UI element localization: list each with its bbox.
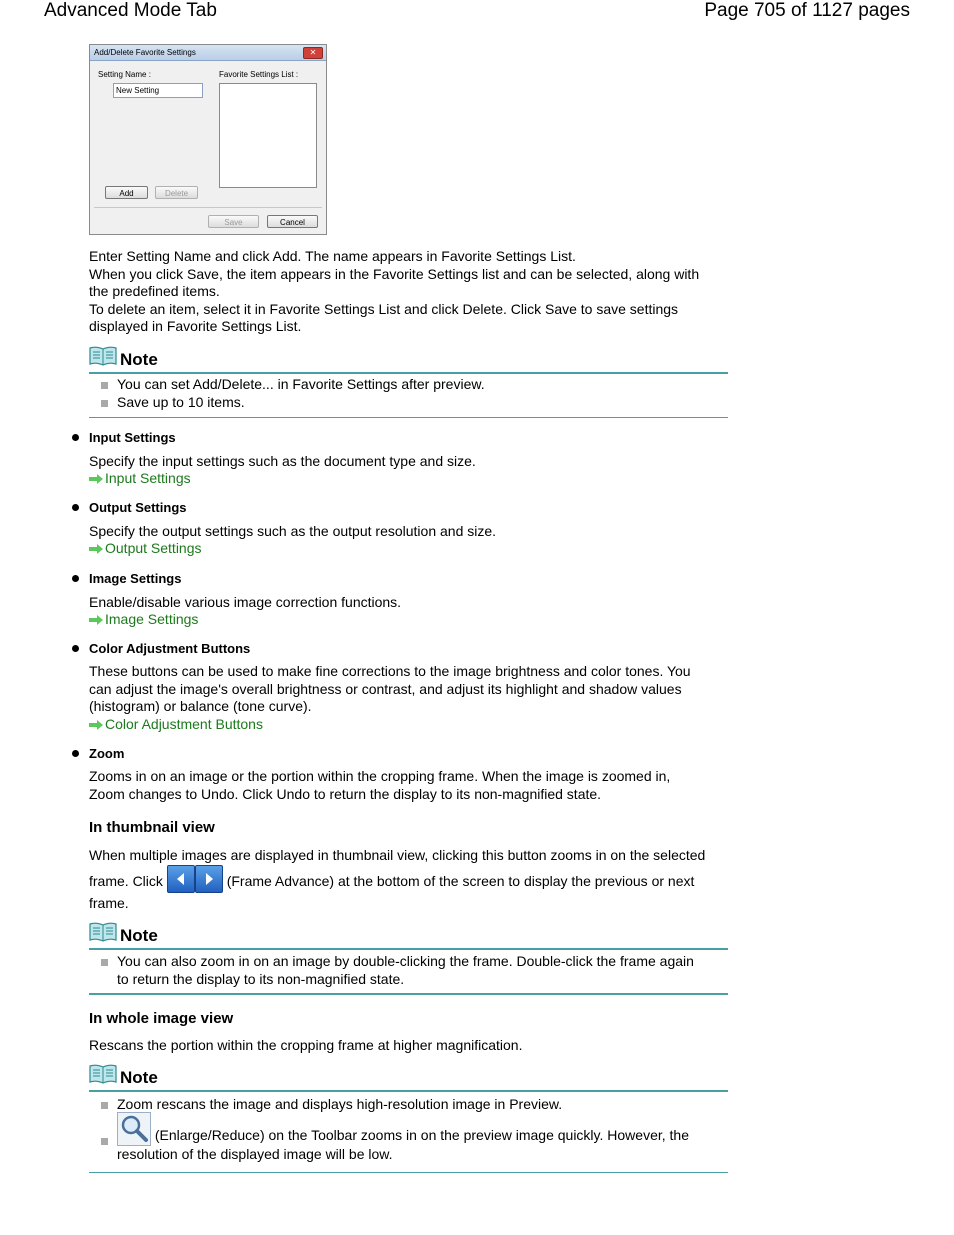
favorite-settings-list[interactable] xyxy=(219,83,317,188)
dialog-divider xyxy=(94,207,322,208)
note-book-icon xyxy=(89,922,117,942)
section-heading: Output Settings xyxy=(89,500,187,515)
note-item: You can set Add/Delete... in Favorite Settings after preview. xyxy=(117,376,485,392)
note-header xyxy=(89,1064,728,1092)
thumbnail-line xyxy=(89,865,749,893)
intro-line: Enter Setting Name and click Add. The name appears in Favorite Settings List. xyxy=(89,248,576,264)
intro-line: When you click Save, the item appears in the Favorite Settings list and can be selected, along with xyxy=(89,265,700,282)
link-input-settings[interactable] xyxy=(89,470,191,486)
note-line: You can also zoom in on an image by double-clicking the frame. Double-click the frame again xyxy=(117,953,694,969)
section-text: Enable/disable various image correction functions. xyxy=(89,594,402,610)
link-text: Output Settings xyxy=(105,540,202,556)
square-bullet xyxy=(101,1138,108,1145)
link-output-settings[interactable] xyxy=(89,540,202,556)
square-bullet xyxy=(101,1102,108,1109)
note-item: Save up to 10 items. xyxy=(117,394,245,410)
bullet xyxy=(72,575,79,582)
bullet xyxy=(72,750,79,757)
note-label: Note xyxy=(120,1068,158,1087)
intro-line: the predefined items. xyxy=(89,283,220,299)
section-line: These buttons can be used to make fine corrections to the image brightness and color tones. You xyxy=(89,663,691,679)
section-line: (histogram) or balance (tone curve). xyxy=(89,698,312,714)
whole-line: Rescans the portion within the cropping frame at higher magnification. xyxy=(89,1037,523,1053)
link-arrow-icon xyxy=(89,474,103,484)
intro-text xyxy=(89,248,729,336)
section-heading: Input Settings xyxy=(89,430,176,445)
link-arrow-icon xyxy=(89,615,103,625)
cancel-button[interactable]: Cancel xyxy=(267,215,318,228)
link-text: Input Settings xyxy=(105,470,191,486)
note-end-rule xyxy=(89,1172,728,1173)
thumbnail-line: frame. xyxy=(89,895,129,911)
note-line: to return the display to its non-magnified state. xyxy=(117,970,405,987)
setting-name-input[interactable]: New Setting xyxy=(113,83,203,98)
save-button[interactable]: Save xyxy=(208,215,259,228)
note-header xyxy=(89,922,728,950)
section-heading: Image Settings xyxy=(89,571,182,586)
add-delete-favorite-dialog xyxy=(89,44,327,235)
section-text: Specify the output settings such as the output resolution and size. xyxy=(89,523,497,539)
bullet xyxy=(72,504,79,511)
note-label: Note xyxy=(120,926,158,945)
dialog-title: Add/Delete Favorite Settings xyxy=(94,48,196,57)
note-line: resolution of the displayed image will be low. xyxy=(117,1146,393,1162)
section-heading: Zoom xyxy=(89,746,125,761)
note-item xyxy=(117,953,717,988)
note-book-icon xyxy=(89,1064,117,1084)
section-text xyxy=(89,768,729,803)
enlarge-reduce-icon xyxy=(117,1112,151,1146)
intro-line: displayed in Favorite Settings List. xyxy=(89,318,302,334)
subheading-thumbnail: In thumbnail view xyxy=(89,819,215,836)
link-text: Image Settings xyxy=(105,611,199,627)
square-bullet xyxy=(101,400,108,407)
subheading-whole: In whole image view xyxy=(89,1010,234,1027)
intro-line: To delete an item, select it in Favorite Settings List and click Delete. Click Save to save settings xyxy=(89,300,679,317)
bullet xyxy=(72,645,79,652)
section-line: Zoom changes to Undo. Click Undo to return the display to its non-magnified state. xyxy=(89,785,602,802)
thumbnail-line: When multiple images are displayed in thumbnail view, clicking this button zooms in on the selected xyxy=(89,847,706,863)
frame-back-icon xyxy=(167,865,195,893)
note-header xyxy=(89,346,728,374)
bullet xyxy=(72,434,79,441)
square-bullet xyxy=(101,959,108,966)
thumbnail-text: (Frame Advance) at the bottom of the screen to display the previous or next xyxy=(226,873,695,889)
link-color-adjustment[interactable] xyxy=(89,716,263,732)
note-label: Note xyxy=(120,350,158,369)
link-arrow-icon xyxy=(89,544,103,554)
note-end-rule xyxy=(89,417,728,418)
favorite-list-label: Favorite Settings List : xyxy=(219,70,299,79)
delete-button[interactable]: Delete xyxy=(155,186,198,199)
page-number: Page 705 of 1127 pages xyxy=(704,0,910,21)
note-text: (Enlarge/Reduce) on the Toolbar zooms in on the preview image quickly. However, the xyxy=(154,1127,689,1143)
square-bullet xyxy=(101,382,108,389)
note-item xyxy=(117,1112,717,1164)
add-button[interactable]: Add xyxy=(105,186,148,199)
link-image-settings[interactable] xyxy=(89,611,198,627)
section-line: can adjust the image's overall brightness or contrast, and adjust its highlight and shadow values xyxy=(89,680,682,697)
note-end-rule xyxy=(89,993,728,995)
note-book-icon xyxy=(89,346,117,366)
section-heading: Color Adjustment Buttons xyxy=(89,641,251,656)
section-text: Specify the input settings such as the document type and size. xyxy=(89,453,476,469)
setting-name-label: Setting Name : xyxy=(98,70,151,79)
link-arrow-icon xyxy=(89,720,103,730)
frame-forward-icon xyxy=(195,865,223,893)
link-text: Color Adjustment Buttons xyxy=(105,716,263,732)
close-icon[interactable]: ✕ xyxy=(303,47,323,59)
thumbnail-text: frame. Click xyxy=(89,873,163,889)
page-header-title: Advanced Mode Tab xyxy=(44,0,217,21)
note-item: Zoom rescans the image and displays high-resolution image in Preview. xyxy=(117,1096,563,1112)
section-text xyxy=(89,663,729,716)
dialog-title-bar xyxy=(90,45,326,61)
section-line: Zooms in on an image or the portion within the cropping frame. When the image is zoomed in, xyxy=(89,768,671,784)
